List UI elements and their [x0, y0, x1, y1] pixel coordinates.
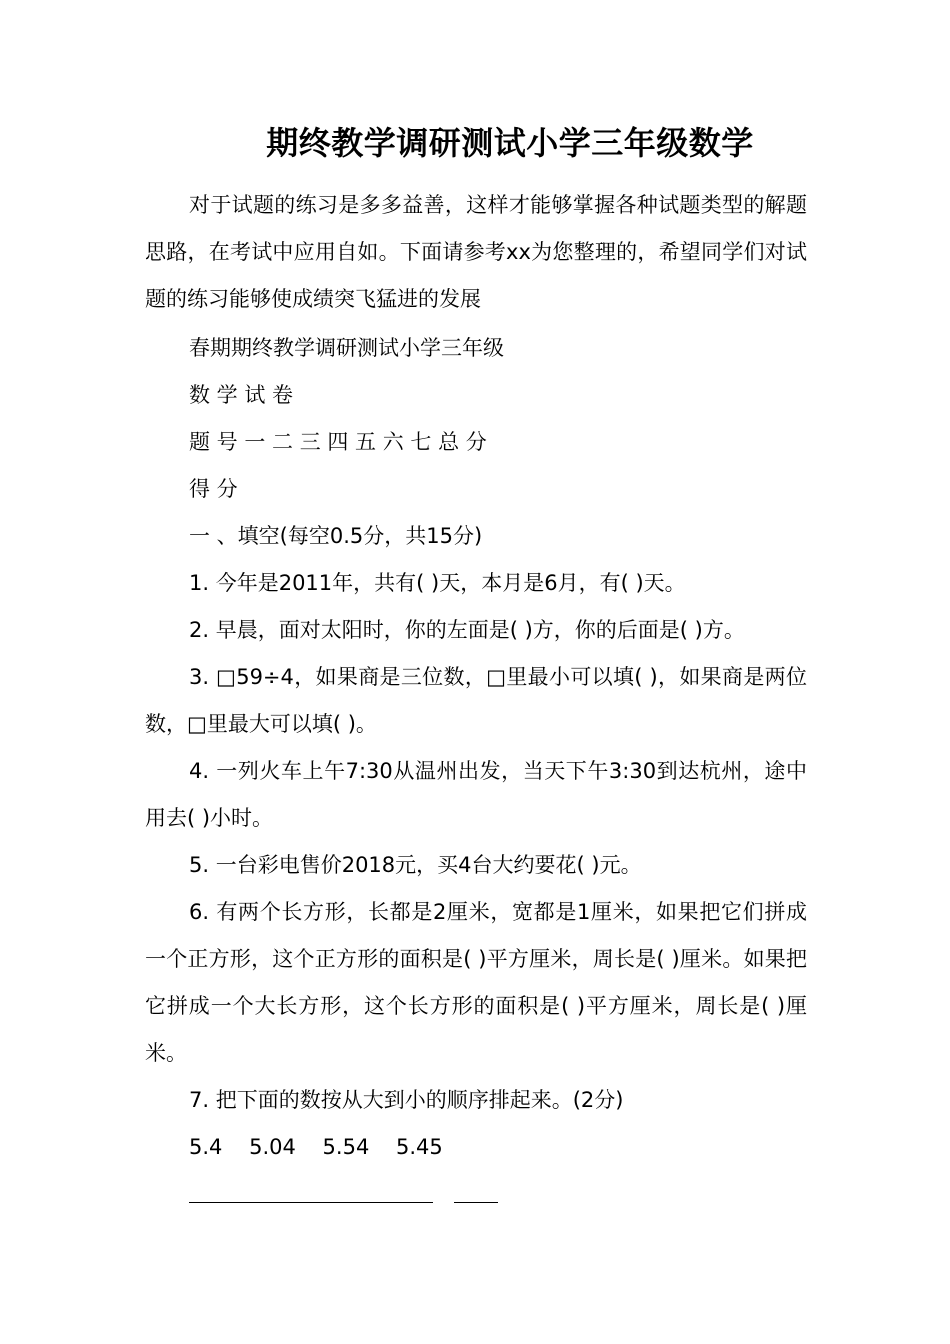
document-body [145, 182, 807, 1218]
answer-line-short [454, 1202, 498, 1203]
question-2: 2. 早晨，面对太阳时，你的左面是( )方，你的后面是( )方。 [189, 618, 745, 642]
intro-paragraph: 对于试题的练习是多多益善，这样才能够掌握各种试题类型的解题思路，在考试中应用自如。下面请参考xx为您整理的，希望同学们对试题的练习能够使成绩突飞猛进的发展 [145, 193, 807, 311]
question-1: 1. 今年是2011年，共有( )天，本月是6月，有( )天。 [189, 571, 686, 595]
question-6: 6. 有两个长方形，长都是2厘米，宽都是1厘米，如果把它们拼成一个正方形，这个正方形的面积是( )平方厘米，周长是( )厘米。如果把它拼成一个大长方形，这个长方形的面积是( )平方厘米，周长是( )厘米。 [145, 900, 807, 1065]
question-5: 5. 一台彩电售价2018元，买4台大约要花( )元。 [189, 853, 642, 877]
answer-line-long [189, 1202, 433, 1203]
number-list: 5.4 5.04 5.54 5.45 [189, 1135, 443, 1159]
exam-subtitle: 数 学 试 卷 [189, 383, 294, 407]
question-7: 7. 把下面的数按从大到小的顺序排起来。(2分) [189, 1088, 624, 1112]
section-heading: 一 、填空(每空0.5分，共15分) [189, 524, 483, 548]
question-4: 4. 一列火车上午7:30从温州出发，当天下午3:30到达杭州，途中用去( )小时。 [145, 759, 807, 830]
question-3: 3. □59÷4，如果商是三位数，□里最小可以填( )，如果商是两位数，□里最大可以填( )。 [145, 665, 807, 736]
exam-header: 春期期终教学调研测试小学三年级 [189, 336, 504, 360]
document-title: 期终教学调研测试小学三年级数学 [266, 124, 754, 162]
answer-blank-lines [145, 1171, 807, 1218]
score-row-label: 得 分 [189, 477, 238, 501]
score-table-header: 题 号 一 二 三 四 五 六 七 总 分 [189, 430, 487, 454]
